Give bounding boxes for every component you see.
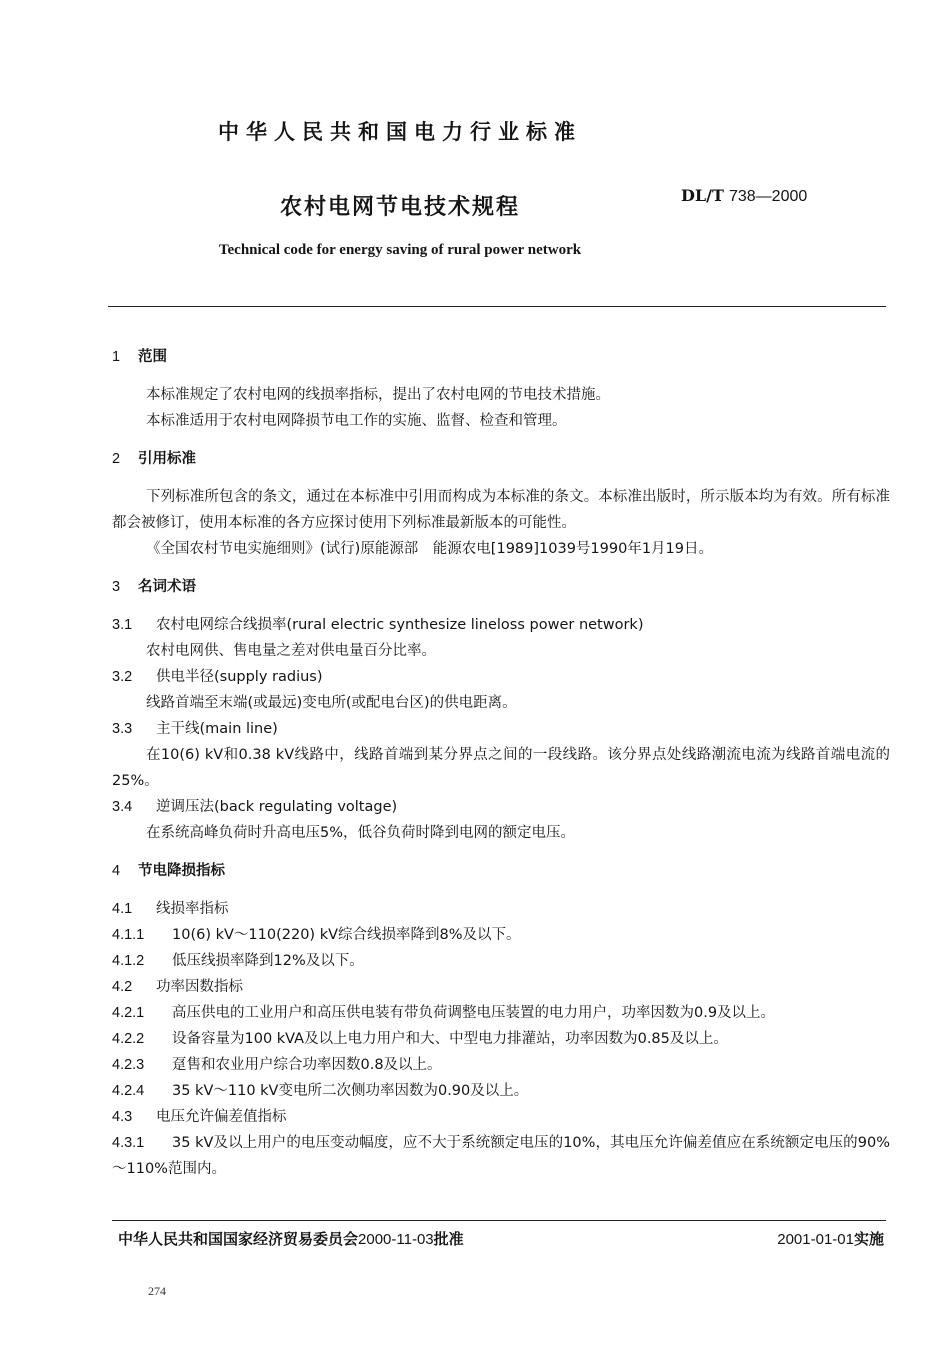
clause-text: 设备容量为100 kVA及以上电力用户和大、中型电力排灌站，功率因数为0.85及以上。 — [172, 1031, 728, 1047]
clause-4-2-2 — [112, 1026, 890, 1052]
clause-number: 4.1.2 — [112, 953, 145, 969]
approver-name: 中华人民共和国国家经济贸易委员会 — [118, 1230, 359, 1248]
header-divider — [108, 306, 886, 307]
clause-text: 35 kV及以上用户的电压变动幅度，应不大于系统额定电压的10%，其电压允许偏差值应在系统额定电压的90%～110%范围内。 — [112, 1135, 890, 1177]
clause-text: 35 kV～110 kV变电所二次侧功率因数为0.90及以上。 — [172, 1083, 529, 1099]
approval-statement — [118, 1228, 464, 1249]
section-heading-3 — [112, 574, 890, 600]
clause-number: 4.2.4 — [112, 1083, 145, 1099]
section-title: 名词术语 — [138, 579, 196, 595]
document-title: 农村电网节电技术规程 — [279, 195, 520, 220]
clause-number: 4.3.1 — [112, 1135, 145, 1151]
clause-text: 高压供电的工业用户和高压供电装有带负荷调整电压装置的电力用户，功率因数为0.9及以上。 — [172, 1005, 776, 1021]
section-number: 2 — [112, 451, 121, 467]
paragraph: 本标准规定了农村电网的线损率指标，提出了农村电网的节电技术措施。 — [146, 387, 610, 403]
clause-number: 3.3 — [112, 721, 133, 737]
approve-date: 2000-11-03 — [358, 1231, 434, 1248]
clause-number: 4.2.1 — [112, 1005, 145, 1021]
approve-label: 批准 — [433, 1230, 464, 1248]
clause-text: 线损率指标 — [156, 901, 229, 917]
english-title: Technical code for energy saving of rural power network — [218, 242, 582, 258]
clause-number: 3.2 — [112, 669, 133, 685]
page-number: 274 — [148, 1284, 166, 1298]
clause-3-3 — [112, 716, 890, 742]
section-heading-1 — [112, 344, 890, 370]
clause-text: 低压线损率降到12%及以下。 — [172, 953, 364, 969]
clause-number: 4.2.2 — [112, 1031, 145, 1047]
clause-term: 农村电网综合线损率(rural electric synthesize lineloss power network) — [156, 617, 644, 633]
clause-4-3 — [112, 1104, 890, 1130]
section-title: 引用标准 — [138, 451, 196, 467]
clause-number: 4.1.1 — [112, 927, 145, 943]
section-heading-4 — [112, 858, 890, 884]
document-body — [112, 344, 890, 1182]
clause-4-2-1 — [112, 1000, 890, 1026]
clause-4-2-3 — [112, 1052, 890, 1078]
paragraph: 本标准适用于农村电网降损节电工作的实施、监督、检查和管理。 — [146, 413, 567, 429]
clause-4-2 — [112, 974, 890, 1000]
clause-4-1 — [112, 896, 890, 922]
section-number: 4 — [112, 863, 121, 879]
clause-term: 逆调压法(back regulating voltage) — [156, 799, 398, 815]
section-number: 3 — [112, 579, 121, 595]
clause-term: 供电半径(supply radius) — [156, 669, 323, 685]
clause-number: 4.1 — [112, 901, 133, 917]
clause-4-1-1 — [112, 922, 890, 948]
clause-number: 4.2.3 — [112, 1057, 145, 1073]
publisher-title: 中华人民共和国电力行业标准 — [218, 120, 582, 144]
clause-number: 4.3 — [112, 1109, 133, 1125]
document-code — [681, 186, 807, 206]
clause-3-2 — [112, 664, 890, 690]
document-code-prefix: DL/T — [681, 186, 724, 205]
section-number: 1 — [112, 349, 121, 365]
effective-statement — [777, 1228, 884, 1249]
clause-number: 3.1 — [112, 617, 133, 633]
clause-text: 功率因数指标 — [156, 979, 243, 995]
clause-text: 10(6) kV～110(220) kV综合线损率降到8%及以下。 — [172, 927, 521, 943]
clause-4-2-4 — [112, 1078, 890, 1104]
section-title: 节电降损指标 — [138, 863, 225, 879]
clause-3-4 — [112, 794, 890, 820]
clause-text: 趸售和农业用户综合功率因数0.8及以上。 — [172, 1057, 442, 1073]
clause-definition: 线路首端至末端(或最远)变电所(或配电台区)的供电距离。 — [146, 695, 517, 711]
clause-definition: 农村电网供、售电量之差对供电量百分比率。 — [146, 643, 436, 659]
clause-text: 电压允许偏差值指标 — [156, 1109, 287, 1125]
clause-number: 4.2 — [112, 979, 133, 995]
clause-4-3-1 — [112, 1130, 890, 1182]
section-heading-2 — [112, 446, 890, 472]
paragraph: 下列标准所包含的条文，通过在本标准中引用而构成为本标准的条文。本标准出版时，所示版本均为有效。所有标准都会被修订，使用本标准的各方应探讨使用下列标准最新版本的可能性。 — [112, 489, 890, 531]
section-title: 范围 — [138, 349, 167, 365]
clause-3-1 — [112, 612, 890, 638]
clause-definition: 在系统高峰负荷时升高电压5%，低谷负荷时降到电网的额定电压。 — [146, 825, 576, 841]
effective-label: 实施 — [853, 1230, 884, 1248]
clause-term: 主干线(main line) — [156, 721, 278, 737]
footer-divider — [112, 1220, 886, 1221]
clause-number: 3.4 — [112, 799, 133, 815]
document-code-number: 738—2000 — [728, 188, 808, 205]
effective-date: 2001-01-01 — [777, 1231, 854, 1248]
clause-definition: 在10(6) kV和0.38 kV线路中，线路首端到某分界点之间的一段线路。该分界点处线路潮流电流为线路首端电流的25%。 — [112, 747, 890, 789]
clause-4-1-2 — [112, 948, 890, 974]
paragraph: 《全国农村节电实施细则》(试行)原能源部 能源农电[1989]1039号1990年1月19日。 — [146, 541, 714, 557]
